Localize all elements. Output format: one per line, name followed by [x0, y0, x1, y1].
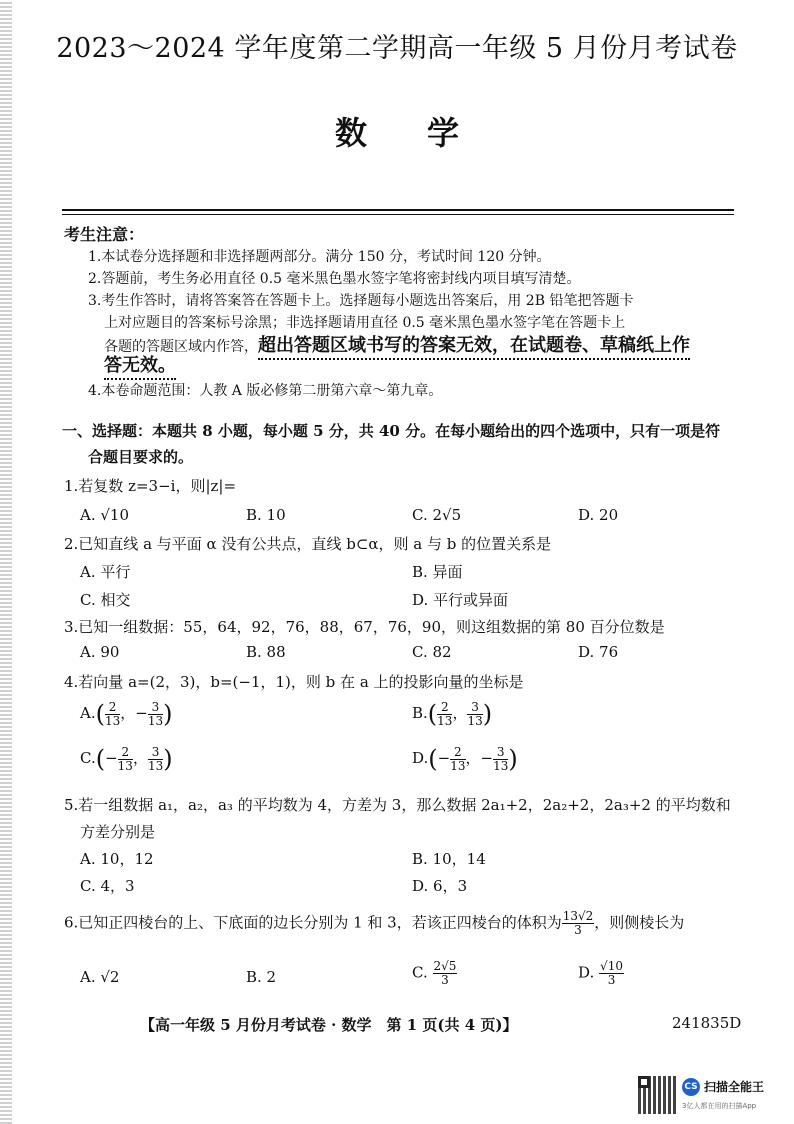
- q6-option-a: A. √2: [80, 968, 120, 986]
- q5-stem-line-1: 5.若一组数据 a₁，a₂，a₃ 的平均数为 4，方差为 3，那么数据 2a₁+2，2a₂+2，2a₃+2 的平均数和: [64, 796, 731, 814]
- scanner-tagline: 3亿人都在用的扫描App: [682, 1102, 757, 1110]
- note-3-emphasis-end: 答无效。: [104, 355, 176, 380]
- q2-option-d: D. 平行或异面: [412, 591, 509, 609]
- q5-option-a: A. 10，12: [80, 850, 154, 868]
- q3-option-b: B. 88: [246, 643, 286, 661]
- q4-option-d: D.(− $\frac{2}{13}$ ，− $\frac{3}{13}$ ): [412, 744, 518, 773]
- q3-option-d: D. 76: [578, 643, 619, 661]
- note-2: 2.答题前，考生务必用直径 0.5 毫米黑色墨水签字笔将密封线内项目填写清楚。: [88, 271, 581, 287]
- note-3-line-1: 3.考生作答时，请将答案答在答题卡上。选择题每小题选出答案后，用 2B 铅笔把答题卡: [88, 293, 634, 309]
- q3-stem: 3.已知一组数据：55，64，92，76，88，67，76，90，则这组数据的第 80 百分位数是: [64, 618, 665, 636]
- q6-option-b: B. 2: [246, 968, 277, 986]
- subject-text: 数学: [334, 114, 519, 152]
- q1-option-c: C. 2√5: [412, 506, 462, 524]
- binding-edge: [0, 0, 12, 1124]
- q4-option-c: C.(− $\frac{2}{13}$ ， $\frac{3}{13}$ ): [80, 744, 173, 773]
- note-3-line-2: 上对应题目的答案标号涂黑；非选择题请用直径 0.5 毫米黑色墨水签字笔在答题卡上: [104, 315, 626, 331]
- note-3-line-4: [104, 351, 176, 377]
- exam-title: 2023～2024 学年度第二学期高一年级 5 月份月考试卷: [56, 33, 738, 64]
- q1-option-d: D. 20: [578, 506, 619, 524]
- divider-thin: [62, 214, 734, 215]
- exam-code: 241835D: [672, 1014, 742, 1032]
- q6-stem: 6.已知正四棱台的上、下底面的边长分别为 1 和 3，若该正四棱台的体积为 $\frac{13√2}{3}$ ，则侧棱长为: [64, 909, 685, 937]
- note-3-line-3-a: 各题的答题区域内作答，: [104, 339, 258, 355]
- q4-option-b: B.( $\frac{2}{13}$ ， $\frac{3}{13}$ ): [412, 699, 493, 728]
- q1-stem: 1.若复数 z=3−i，则|z|=: [64, 477, 237, 495]
- q2-option-b: B. 异面: [412, 563, 463, 581]
- note-3-emphasis: 超出答题区域书写的答案无效，在试题卷、草稿纸上作: [258, 335, 690, 360]
- q3-option-c: C. 82: [412, 643, 452, 661]
- q5-option-b: B. 10，14: [412, 850, 486, 868]
- camscanner-logo-icon: CS: [682, 1078, 700, 1096]
- q5-stem-line-2: 方差分别是: [80, 823, 156, 841]
- q3-option-a: A. 90: [80, 643, 120, 661]
- q4-option-a: A.( $\frac{2}{13}$ ，− $\frac{3}{13}$ ): [80, 699, 173, 728]
- section-1-intro-line-2: 合题目要求的。: [88, 448, 194, 466]
- q6-option-c: C. $\frac{2√5}{3}$: [412, 959, 457, 987]
- q2-option-a: A. 平行: [80, 563, 131, 581]
- page-footer: 【高一年级 5 月份月考试卷 · 数学 第 1 页(共 4 页)】: [140, 1016, 518, 1034]
- q4-stem: 4.若向量 a=(2，3)，b=(−1，1)，则 b 在 a 上的投影向量的坐标是: [64, 673, 524, 691]
- divider-thick: [62, 209, 734, 211]
- subject-heading: [0, 108, 794, 154]
- q2-option-c: C. 相交: [80, 591, 131, 609]
- q1-option-b: B. 10: [246, 506, 286, 524]
- notes-heading: 考生注意：: [64, 225, 145, 244]
- q5-option-d: D. 6，3: [412, 877, 468, 895]
- note-3-line-3: [104, 331, 690, 357]
- q1-option-a: A. √10: [80, 506, 130, 524]
- scanner-app-name: 扫描全能王: [704, 1080, 765, 1094]
- q5-option-c: C. 4，3: [80, 877, 135, 895]
- section-1-intro-line-1: 一、选择题：本题共 8 小题，每小题 5 分，共 40 分。在每小题给出的四个选项中，只有一项是符: [62, 422, 721, 440]
- note-4: 4.本卷命题范围：人教 A 版必修第二册第六章～第九章。: [88, 383, 443, 399]
- note-1: 1.本试卷分选择题和非选择题两部分。满分 150 分，考试时间 120 分钟。: [88, 249, 551, 265]
- qr-code-icon: [638, 1076, 676, 1114]
- q2-stem: 2.已知直线 a 与平面 α 没有公共点，直线 b⊂α，则 a 与 b 的位置关系是: [64, 535, 552, 553]
- q6-option-d: D. $\frac{√10}{3}$: [578, 959, 623, 987]
